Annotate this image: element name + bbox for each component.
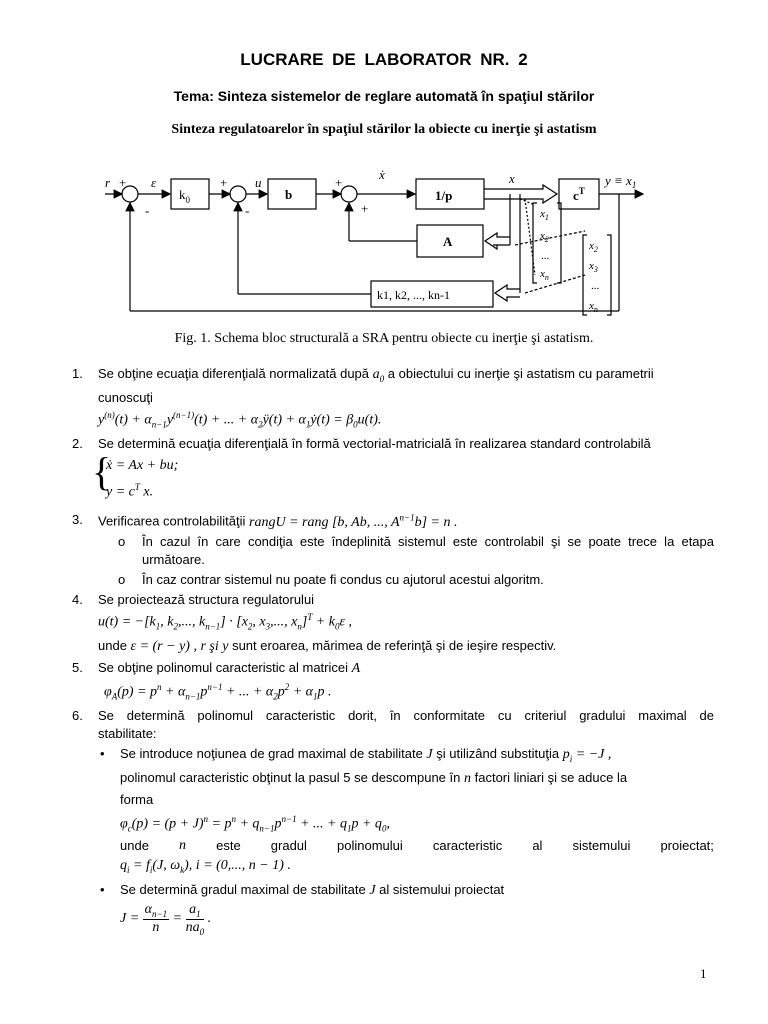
- item-1-equation: $y^{(n)}(t) + \alpha_{n-1}y^{(n-1)}(t)$ + ... + $\alpha_2ÿ(t)$ + $\alpha_1ẏ(t) = \beta_0u(t)$.: [98, 410, 382, 430]
- page-number: 1: [700, 966, 707, 981]
- document-theme: Tema: Sinteza sistemelor de reglare automată în spaţiul stărilor: [173, 88, 595, 104]
- svg-text:A: A: [443, 234, 453, 249]
- svg-text:+: +: [119, 175, 127, 190]
- svg-text:-: -: [245, 203, 250, 218]
- coefficient-relation: $q_i = f_i(J$, $\omega_k$), i = (0,..., n − 1) .: [120, 858, 291, 875]
- state-equation: ẋ = Ax + bu;: [106, 458, 179, 473]
- summing-junction-2: [230, 186, 246, 202]
- bullet-2-line1: Se determină gradul maximal de stabilitate J al sistemului proiectat: [120, 882, 505, 898]
- figure-caption: Fig. 1. Schema bloc structurală a SRA pentru obiecte cu inerţie şi astatism.: [174, 331, 594, 346]
- svg-text:cT: $c^T$: [573, 186, 585, 203]
- svg-text:+: +: [361, 201, 369, 216]
- bullet-dot-1: •: [100, 746, 105, 761]
- svg-text:...: ...: [591, 280, 600, 292]
- item-3-sub1: În cazul în care condiţia este îndeplinită sistemul este controlabil şi se poate trece la etapa: [142, 534, 714, 549]
- svg-text:1/p: 1/p: [435, 188, 453, 203]
- item-3-sub1b: următoare.: [142, 552, 205, 567]
- svg-text:b: b: [285, 187, 293, 202]
- svg-text:u: u: [255, 175, 262, 190]
- block-diagram: [95, 165, 675, 325]
- desired-polynomial: $\varphi_c(p) = (p + J)^n = p^n + q_{n-1}p^{n-1}$ + ... + $q_1p + q_0$,: [120, 814, 390, 834]
- document-subtitle: Sinteza regulatoarelor în spaţiul stărilor la obiecte cu inerţie şi astatism: [171, 122, 597, 137]
- item-6-text: Se determină polinomul caracteristic dorit, în conformitate cu criteriul gradului maximal de: [98, 708, 714, 723]
- svg-text:+: +: [220, 175, 228, 190]
- bullet-1-line3: forma: [120, 792, 154, 807]
- svg-text:x2: $x_2$: [589, 240, 598, 254]
- controller-equation: $u(t) = -[k_1$, $k_2$,..., $k_{n-1}] \cdot [x_2$, $x_3$,..., $x_n]^T + k_0\varepsilon$ ,: [98, 612, 353, 632]
- svg-text:r: r: [105, 175, 111, 190]
- bullet-1-line2: polinomul caracteristic obţinut la pasul 5 se descompune în n factori liniari şi se aduce la: [120, 770, 628, 786]
- item-1-line2: cunoscuţi: [98, 390, 153, 405]
- svg-text:x3: $x_3$: [589, 260, 598, 274]
- document-title: LUCRARE DE LABORATOR NR. 2: [240, 50, 528, 69]
- bullet-circle-1: o: [118, 534, 126, 549]
- svg-text:x: x: [509, 171, 515, 186]
- svg-text:-: -: [145, 203, 150, 218]
- svg-text:y ≡ x1: $y \equiv x_1$: [605, 173, 637, 190]
- bullet-1-line1: Se introduce noţiunea de grad maximal de stabilitate J şi utilizând substituţia $p_i = -J$ ,: [120, 746, 612, 764]
- svg-text:ẋ: ẋ: [379, 167, 385, 182]
- item-4-where: unde ε = (r − y) , r şi y sunt eroarea, mărimea de referinţă şi de ieşire respectiv.: [98, 638, 557, 654]
- svg-text:x2: $x_2$: [540, 230, 549, 244]
- characteristic-polynomial: $\varphi_A(p) = p^n + \alpha_{n-1}p^{n-1}$ + ... + $\alpha_2p^2 + \alpha_1p$ .: [104, 682, 332, 702]
- system-brace: {: [92, 449, 112, 494]
- stability-degree-equation: J = $\frac{\alpha_{n-1}}{n}$ = $\frac{a_1}{na_0}$ .: [120, 902, 212, 937]
- svg-text:xn: $x_n$: [540, 268, 549, 282]
- svg-text:+: +: [335, 175, 343, 190]
- item-3-sub2: În caz contrar sistemul nu poate fi condus cu ajutorul acestui algoritm.: [142, 572, 544, 587]
- bullet-circle-2: o: [118, 572, 126, 587]
- svg-text:xn: $x_n$: [589, 300, 598, 314]
- bullet-1-line4: unde n este gradul polinomului caracteristic al sistemului proiectat;: [120, 838, 714, 853]
- svg-text:ε: ε: [151, 175, 157, 190]
- svg-text:k0: $k_0$: [179, 187, 190, 205]
- output-equation: $y = c^T$ x.: [106, 482, 154, 500]
- block-k0: [171, 179, 209, 209]
- svg-text:k1, k2, ..., kn-1: k1, k2, ..., kn-1: [377, 288, 450, 302]
- svg-text:...: ...: [541, 250, 550, 262]
- summing-junction-3: [341, 186, 357, 202]
- bullet-dot-2: •: [100, 882, 105, 897]
- item-6-text2: stabilitate:: [98, 726, 157, 741]
- svg-text:x1: $x_1$: [540, 208, 549, 222]
